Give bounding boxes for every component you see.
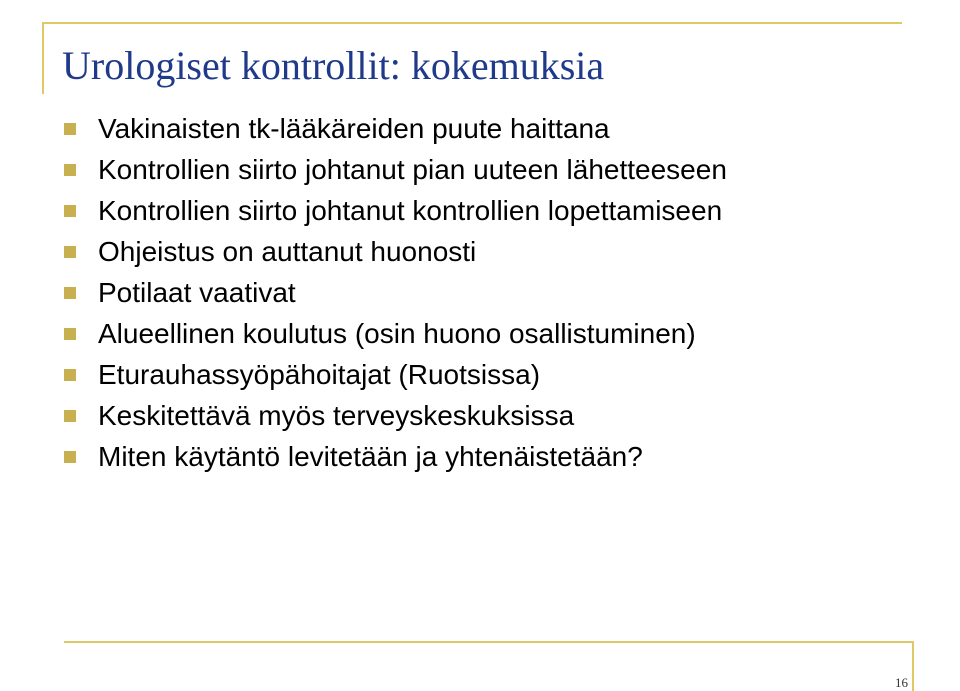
square-bullet-icon (64, 246, 76, 258)
bullet-item (64, 436, 727, 477)
bullet-item (64, 354, 727, 395)
square-bullet-icon (64, 451, 76, 463)
bullet-text: Vakinaisten tk-lääkäreiden puute haittana (98, 112, 610, 144)
bullet-item (64, 395, 727, 436)
bullet-item (64, 231, 727, 272)
square-bullet-icon (64, 287, 76, 299)
right-decorative-rule (912, 641, 914, 691)
square-bullet-icon (64, 410, 76, 422)
bullet-text: Miten käytäntö levitetään ja yhtenäistetään? (98, 440, 643, 472)
square-bullet-icon (64, 205, 76, 217)
bullet-text: Kontrollien siirto johtanut kontrollien lopettamiseen (98, 194, 723, 226)
bullet-item (64, 272, 727, 313)
bullet-item (64, 313, 727, 354)
bullet-item (64, 149, 727, 190)
bullet-text: Kontrollien siirto johtanut pian uuteen lähetteeseen (98, 153, 727, 185)
bullet-text: Potilaat vaativat (98, 276, 296, 308)
top-decorative-rule (42, 22, 902, 24)
bullet-text: Keskitettävä myös terveyskeskuksissa (98, 399, 575, 431)
bullet-item (64, 190, 727, 231)
square-bullet-icon (64, 123, 76, 135)
bullet-text: Alueellinen koulutus (osin huono osallistuminen) (98, 317, 696, 349)
bullet-item (64, 108, 727, 149)
square-bullet-icon (64, 369, 76, 381)
square-bullet-icon (64, 328, 76, 340)
bullet-list (64, 108, 727, 477)
bullet-text: Ohjeistus on auttanut huonosti (98, 235, 477, 267)
left-decorative-rule (42, 22, 44, 94)
bullet-text: Eturauhassyöpähoitajat (Ruotsissa) (98, 358, 541, 390)
slide-title: Urologiset kontrollit: kokemuksia (62, 43, 605, 88)
square-bullet-icon (64, 164, 76, 176)
page-number: 16 (895, 675, 908, 690)
bottom-decorative-rule (64, 641, 914, 643)
